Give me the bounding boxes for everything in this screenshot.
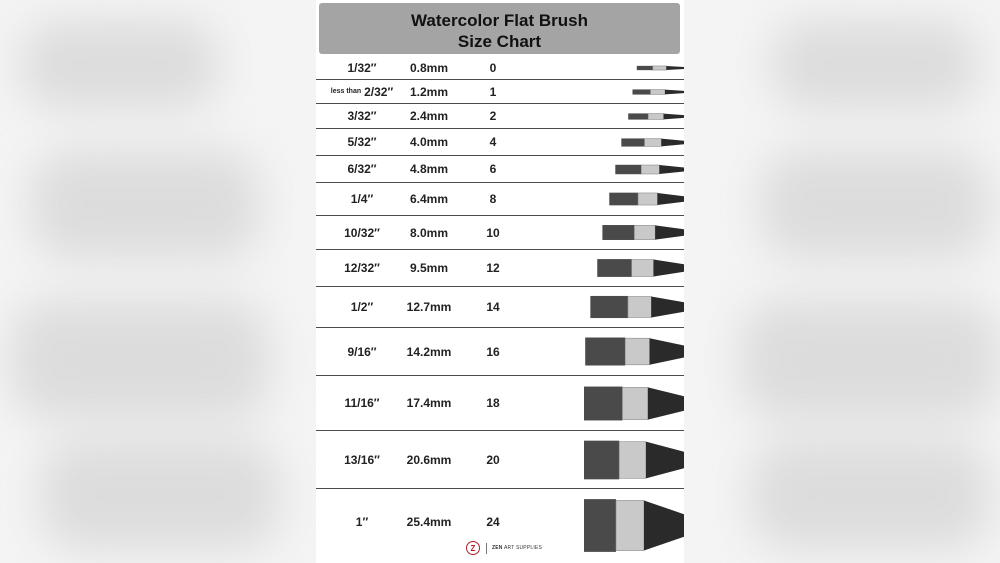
brush-number: 12 — [486, 261, 500, 275]
brush-icon — [584, 288, 684, 326]
brush-handle — [646, 442, 684, 479]
brush-icon — [584, 378, 684, 429]
brush-ferrule — [632, 260, 654, 277]
brush-handle — [659, 165, 684, 174]
mm-size: 20.6mm — [406, 452, 452, 467]
brush-bristles — [585, 338, 625, 366]
logo-brand: ZEN — [492, 545, 503, 551]
table-row — [316, 80, 684, 104]
brush-ferrule — [645, 139, 662, 147]
brush-handle — [664, 114, 684, 120]
brush-handle — [666, 66, 684, 70]
inch-prefix: less than — [330, 88, 362, 95]
brush-bristles — [615, 165, 641, 174]
brush-handle — [665, 90, 684, 95]
brush-bristles — [633, 89, 651, 94]
brush-handle — [644, 500, 684, 550]
mm-size: 4.8mm — [409, 162, 449, 176]
brush-bristles — [590, 296, 628, 318]
inch-value: 2/32″ — [364, 84, 394, 99]
brush-number: 2 — [489, 109, 497, 123]
brush-handle — [654, 260, 684, 277]
brush-icon — [584, 329, 684, 374]
mm-size: 25.4mm — [406, 515, 452, 529]
brush-bristles — [602, 225, 634, 240]
table-row — [316, 216, 684, 250]
size-chart — [316, 0, 684, 563]
logo-divider — [486, 543, 487, 554]
brush-handle — [651, 297, 684, 318]
brush-number: 4 — [489, 135, 497, 149]
title-line-2: Size Chart — [457, 32, 542, 51]
inch-value: 3/32″ — [347, 109, 377, 123]
brand-logo — [466, 540, 542, 556]
table-row — [316, 183, 684, 216]
brush-icon — [584, 157, 684, 182]
brush-bristles — [584, 499, 616, 552]
brush-number: 24 — [486, 515, 500, 529]
brush-bristles — [597, 259, 631, 277]
brush-handle — [655, 225, 684, 239]
inch-value: 11/16″ — [344, 396, 380, 410]
title-line-1: Watercolor Flat Brush — [411, 11, 588, 30]
mm-size: 1.2mm — [409, 84, 449, 99]
mm-size: 17.4mm — [406, 396, 452, 410]
logo-mark-icon: Z — [466, 541, 480, 555]
brush-ferrule — [648, 114, 663, 120]
brush-handle — [661, 139, 684, 147]
table-row — [316, 328, 684, 376]
table-row — [316, 129, 684, 156]
brush-icon — [584, 130, 684, 155]
brush-ferrule — [628, 297, 651, 318]
inch-value: 5/32″ — [347, 135, 377, 149]
table-row — [316, 56, 684, 80]
brush-ferrule — [641, 165, 659, 174]
mm-size: 8.0mm — [409, 225, 449, 240]
inch-value: 6/32″ — [347, 162, 377, 176]
brush-bristles — [584, 387, 622, 421]
mm-size: 2.4mm — [409, 109, 449, 123]
mm-size: 0.8mm — [409, 60, 449, 75]
mm-size: 14.2mm — [406, 344, 452, 359]
logo-text — [492, 545, 542, 551]
table-row — [316, 156, 684, 183]
inch-value: 1/2″ — [350, 300, 374, 314]
inch-value: 9/16″ — [347, 344, 377, 359]
table-row — [316, 250, 684, 287]
brush-icon — [584, 184, 684, 214]
brush-bristles — [637, 66, 653, 70]
inch-value: 1/32″ — [347, 60, 377, 75]
table-row — [316, 431, 684, 489]
brush-ferrule — [634, 225, 655, 239]
logo-caption: ART SUPPLIES — [503, 545, 543, 551]
brush-number: 6 — [489, 162, 497, 176]
brush-handle — [650, 338, 684, 365]
inch-value: 10/32″ — [344, 225, 380, 240]
inch-value: 12/32″ — [344, 261, 380, 275]
brush-number: 14 — [486, 300, 500, 314]
table-row — [316, 104, 684, 129]
brush-handle — [648, 387, 684, 419]
brush-icon — [584, 217, 684, 248]
brush-number: 1 — [489, 84, 497, 99]
brush-number: 0 — [489, 60, 497, 75]
brush-number: 8 — [489, 192, 497, 206]
brush-icon — [584, 433, 684, 487]
brush-icon — [584, 57, 684, 79]
brush-icon — [584, 105, 684, 128]
brush-bristles — [628, 113, 648, 119]
brush-number: 16 — [486, 344, 500, 359]
brush-ferrule — [625, 338, 649, 365]
brush-ferrule — [638, 193, 657, 205]
mm-size: 9.5mm — [409, 261, 449, 275]
brush-icon — [584, 251, 684, 285]
table-row — [316, 376, 684, 431]
brush-handle — [657, 193, 684, 205]
brush-bristles — [609, 193, 638, 206]
brush-icon — [584, 491, 684, 560]
brush-ferrule — [651, 90, 666, 95]
mm-size: 12.7mm — [406, 300, 452, 314]
brush-bristles — [621, 138, 644, 146]
inch-value: 1″ — [355, 515, 369, 529]
brush-ferrule — [622, 387, 647, 419]
inch-value: 13/16″ — [344, 452, 380, 467]
brush-number: 18 — [486, 396, 500, 410]
mm-size: 4.0mm — [409, 135, 449, 149]
brush-number: 10 — [486, 225, 500, 240]
chart-title — [319, 3, 680, 54]
table-row — [316, 287, 684, 328]
brush-ferrule — [619, 442, 646, 479]
inch-value: 1/4″ — [350, 192, 374, 206]
brush-number: 20 — [486, 452, 500, 467]
brush-bristles — [584, 441, 619, 480]
brush-ferrule — [616, 500, 644, 550]
brush-ferrule — [653, 66, 667, 70]
mm-size: 6.4mm — [409, 192, 449, 206]
brush-icon — [584, 81, 684, 103]
